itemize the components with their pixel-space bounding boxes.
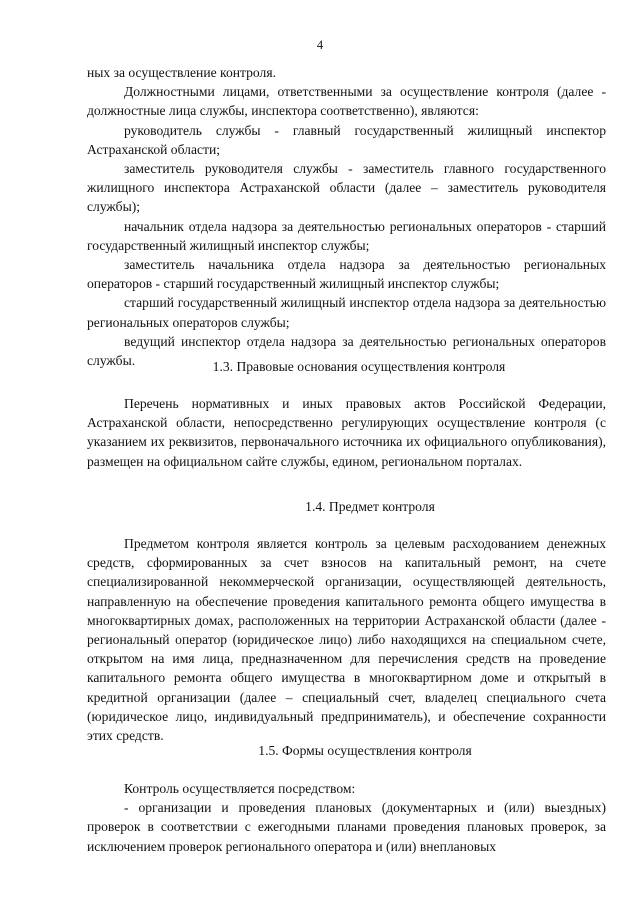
officials-intro: Должностными лицами, ответственными за осуществление контроля (далее - должностные лица службы, инспектора соответственно), являются: bbox=[87, 84, 606, 119]
section-1-5-title: 1.5. Формы осуществления контроля bbox=[258, 743, 472, 758]
continuation-text: ных за осуществление контроля. bbox=[87, 65, 276, 80]
official-item: заместитель руководителя службы - заместитель главного государственного жилищного инспектора Астраханской области (далее – заместитель руководителя службы); bbox=[87, 161, 606, 215]
section-1-5-intro: Контроль осуществляется посредством: bbox=[124, 781, 356, 796]
official-item: старший государственный жилищный инспектор отдела надзора за деятельностью региональных операторов службы; bbox=[87, 295, 606, 330]
official-item: начальник отдела надзора за деятельностью региональных операторов - старший государственный жилищный инспектор службы; bbox=[87, 218, 606, 253]
section-1-3-text: Перечень нормативных и иных правовых актов Российской Федерации, Астраханской области, непосредственно регулирующих осуществление контроля (с указанием их реквизитов, первоначального источника их официального опубликования), размещен на официальном сайте службы, едином, региональном порталах. bbox=[87, 396, 606, 469]
section-1-4-body bbox=[87, 534, 606, 745]
section-1-4-title: 1.4. Предмет контроля bbox=[305, 499, 435, 514]
official-item: ведущий инспектор отдела надзора за деятельностью региональных операторов службы. bbox=[87, 333, 606, 369]
section-1-3-body bbox=[87, 394, 606, 471]
section-1-5-body bbox=[87, 779, 606, 856]
officials-block bbox=[87, 63, 606, 370]
section-1-3-title: 1.3. Правовые основания осуществления контроля bbox=[212, 359, 506, 374]
section-1-5-item: - организации и проведения плановых (документарных и (или) выездных) проверок в соответствии с ежегодными планами проведения плановых проверок, за исключением проверок регионального оператора и (или) внеплановых bbox=[87, 800, 606, 854]
section-1-4-text: Предметом контроля является контроль за целевым расходованием денежных средств, сформированных за счет взносов на капитальный ремонт, на счете специализированной некоммерческой организации, осуществляющей деятельность, направленную на обеспечение проведения капитального ремонта общего имущества в многоквартирных домах, расположенных на территории Астраханской области (далее - региональный оператор (юридическое лицо) либо находящихся на специальном счете, открытом на имя лица, предназначенном для перечисления средств на проведение капитального ремонта общего имущества в многоквартирном доме и открытый в кредитной организации (далее – специальный счет, владелец специального счета (юридическое лицо, индивидуальный предприниматель), и обеспечение сохранности этих средств. bbox=[87, 536, 606, 744]
page-number: 4 bbox=[316, 38, 324, 52]
official-item: руководитель службы - главный государственный жилищный инспектор Астраханской области; bbox=[87, 122, 606, 157]
official-item: заместитель начальника отдела надзора за деятельностью региональных операторов - старший государственный жилищный инспектор службы; bbox=[87, 257, 606, 292]
